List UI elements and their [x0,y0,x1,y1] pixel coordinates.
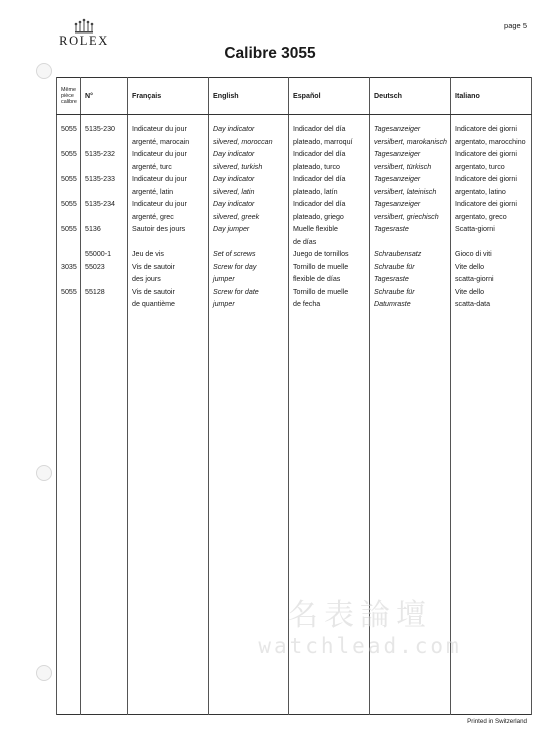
french-description-line: Sautoir des jours [132,225,186,233]
table-row [57,261,532,286]
german-description-line: versilbert, türkisch [374,162,432,171]
table-row [57,198,532,223]
italian-description-line: Scatta-giorni [455,225,495,233]
spanish-description-line: flexible de días [293,275,341,283]
spanish-description-line: Indicador del día [293,125,346,133]
column-header-calibre: Même pièce calibre [57,78,81,115]
english-description-line: silvered, latin [213,187,255,196]
english-description-line: Day indicator [213,175,255,183]
german-description-line: Schraube für [374,262,415,271]
crown-icon [73,18,95,34]
german-description-line: Tagesanzeiger [374,150,421,158]
french-description-cell [128,148,209,173]
spanish-description-cell [289,198,370,223]
same-calibre-cell: 5055 [57,173,81,198]
part-number-cell: 5135-234 [81,198,128,223]
german-description-cell [370,198,451,223]
italian-description-line: argentato, greco [455,212,507,221]
brand-name: ROLEX [59,34,109,48]
english-description-cell [209,148,289,173]
french-description-line: Jeu de vis [132,250,164,258]
italian-description-cell [451,173,532,198]
table-header-row [57,78,532,115]
column-header-italian: Italiano [451,78,532,115]
spanish-description-cell [289,173,370,198]
english-description-line: jumper [213,300,235,308]
german-description-cell [370,223,451,248]
spanish-description-cell [289,286,370,311]
italian-description-line: Vite dello [455,287,485,296]
english-description-line: Screw for day [213,262,257,271]
spanish-description-line: de días [293,237,317,246]
french-description-line: des jours [132,275,161,283]
german-description-line: Schraube für [374,287,415,296]
english-description-line: jumper [213,275,235,283]
german-description-line: versilbert, lateinisch [374,187,437,196]
german-description-cell [370,286,451,311]
spanish-description-line: plateado, turco [293,162,340,171]
table-row [57,223,532,248]
english-description-cell [209,198,289,223]
italian-description-line: argentato, turco [455,162,505,171]
german-description-line: versilbert, marokanisch [374,137,447,146]
watermark [250,590,470,658]
english-description-line: silvered, turkish [213,162,263,171]
german-description-line: Tagesanzeiger [374,125,421,133]
italian-description-line: scatta-giorni [455,275,494,283]
italian-description-line: Indicatore dei giorni [455,175,517,183]
page-title: Calibre 3055 [224,45,316,62]
spanish-description-cell [289,248,370,261]
italian-description-cell [451,286,532,311]
french-description-cell [128,248,209,261]
spanish-description-cell [289,148,370,173]
spanish-description-cell [289,123,370,148]
italian-description-line: argentato, latino [455,187,506,196]
spanish-description-cell [289,223,370,248]
german-description-cell [370,173,451,198]
english-description-cell [209,261,289,286]
german-description-line: Schraubensatz [374,250,422,258]
italian-description-cell [451,248,532,261]
french-description-line: argenté, latin [132,187,174,196]
german-description-line: Tagesraste [374,225,409,233]
german-description-cell [370,248,451,261]
english-description-line: Day indicator [213,150,255,158]
french-description-line: argenté, grec [132,212,174,221]
italian-description-line: scatta-data [455,300,491,308]
english-description-cell [209,248,289,261]
part-number-cell: 5135-232 [81,148,128,173]
french-description-line: Indicateur du jour [132,150,187,158]
french-description-line: Vis de sautoir [132,262,175,271]
column-header-german: Deutsch [370,78,451,115]
italian-description-cell [451,198,532,223]
part-number-cell: 5136 [81,223,128,248]
spanish-description-line: plateado, marroquí [293,137,353,146]
same-calibre-cell: 5055 [57,148,81,173]
french-description-line: Indicateur du jour [132,200,187,208]
spanish-description-line: plateado, latín [293,187,338,196]
part-number-cell: 55128 [81,286,128,311]
printed-in-note: Printed in Switzerland [467,718,527,725]
spanish-description-line: Juego de tornillos [293,250,349,258]
english-description-cell [209,173,289,198]
same-calibre-cell [57,248,81,261]
table-spacer-row [57,115,532,124]
same-calibre-cell: 5055 [57,123,81,148]
french-description-cell [128,123,209,148]
binder-hole-bottom [36,665,52,681]
spanish-description-line: Indicador del día [293,150,346,158]
german-description-line: Tagesraste [374,275,409,283]
german-description-cell [370,123,451,148]
french-description-cell [128,286,209,311]
italian-description-line: Indicatore dei giorni [455,125,517,133]
column-header-english: English [209,78,289,115]
french-description-line: argenté, marocain [132,137,190,146]
italian-description-cell [451,261,532,286]
table-row [57,248,532,261]
spanish-description-line: Tornillo de muelle [293,262,349,271]
french-description-line: Indicateur du jour [132,125,187,133]
english-description-cell [209,123,289,148]
german-description-line: Tagesanzeiger [374,175,421,183]
table-row [57,286,532,311]
german-description-cell [370,148,451,173]
spanish-description-cell [289,261,370,286]
italian-description-line: Indicatore dei giorni [455,200,517,208]
italian-description-cell [451,148,532,173]
french-description-cell [128,198,209,223]
italian-description-cell [451,123,532,148]
french-description-cell [128,261,209,286]
german-description-line: Datumraste [374,300,411,308]
english-description-line: silvered, greek [213,212,260,221]
part-number-cell: 5135-233 [81,173,128,198]
spanish-description-line: Muelle flexible [293,225,338,233]
table-row [57,123,532,148]
french-description-line: de quantième [132,300,175,308]
italian-description-line: argentato, marocchino [455,137,526,146]
french-description-line: Indicateur du jour [132,175,187,183]
part-number-cell: 55000-1 [81,248,128,261]
spanish-description-line: Tornillo de muelle [293,287,349,296]
italian-description-line: Vite dello [455,262,485,271]
german-description-line: Tagesanzeiger [374,200,421,208]
italian-description-line: Gioco di viti [455,250,492,258]
french-description-cell [128,173,209,198]
binder-hole-top [36,63,52,79]
english-description-cell [209,286,289,311]
english-description-line: silvered, moroccan [213,137,273,146]
english-description-line: Screw for date [213,287,259,296]
english-description-line: Day jumper [213,225,250,233]
part-number-cell: 55023 [81,261,128,286]
english-description-line: Set of screws [213,250,256,258]
same-calibre-cell: 5055 [57,198,81,223]
binder-hole-middle [36,465,52,481]
spanish-description-line: de fecha [293,300,321,308]
same-calibre-cell: 5055 [57,223,81,248]
page-number: page 5 [504,21,527,30]
german-description-cell [370,261,451,286]
column-header-number: N° [81,78,128,115]
part-number-cell: 5135-230 [81,123,128,148]
german-description-line: versilbert, griechisch [374,212,439,221]
column-header-spanish: Español [289,78,370,115]
spanish-description-line: Indicador del día [293,175,346,183]
same-calibre-cell: 3035 [57,261,81,286]
english-description-line: Day indicator [213,200,255,208]
table-row [57,173,532,198]
column-header-french: Français [128,78,209,115]
spanish-description-line: plateado, griego [293,212,344,221]
french-description-line: argenté, turc [132,162,172,171]
table-row [57,148,532,173]
italian-description-line: Indicatore dei giorni [455,150,517,158]
french-description-line: Vis de sautoir [132,287,175,296]
english-description-cell [209,223,289,248]
english-description-line: Day indicator [213,125,255,133]
french-description-cell [128,223,209,248]
italian-description-cell [451,223,532,248]
spanish-description-line: Indicador del día [293,200,346,208]
watermark-chinese: 名表論壇 [288,598,432,633]
watermark-url: watchlead.com [258,634,462,658]
same-calibre-cell: 5055 [57,286,81,311]
